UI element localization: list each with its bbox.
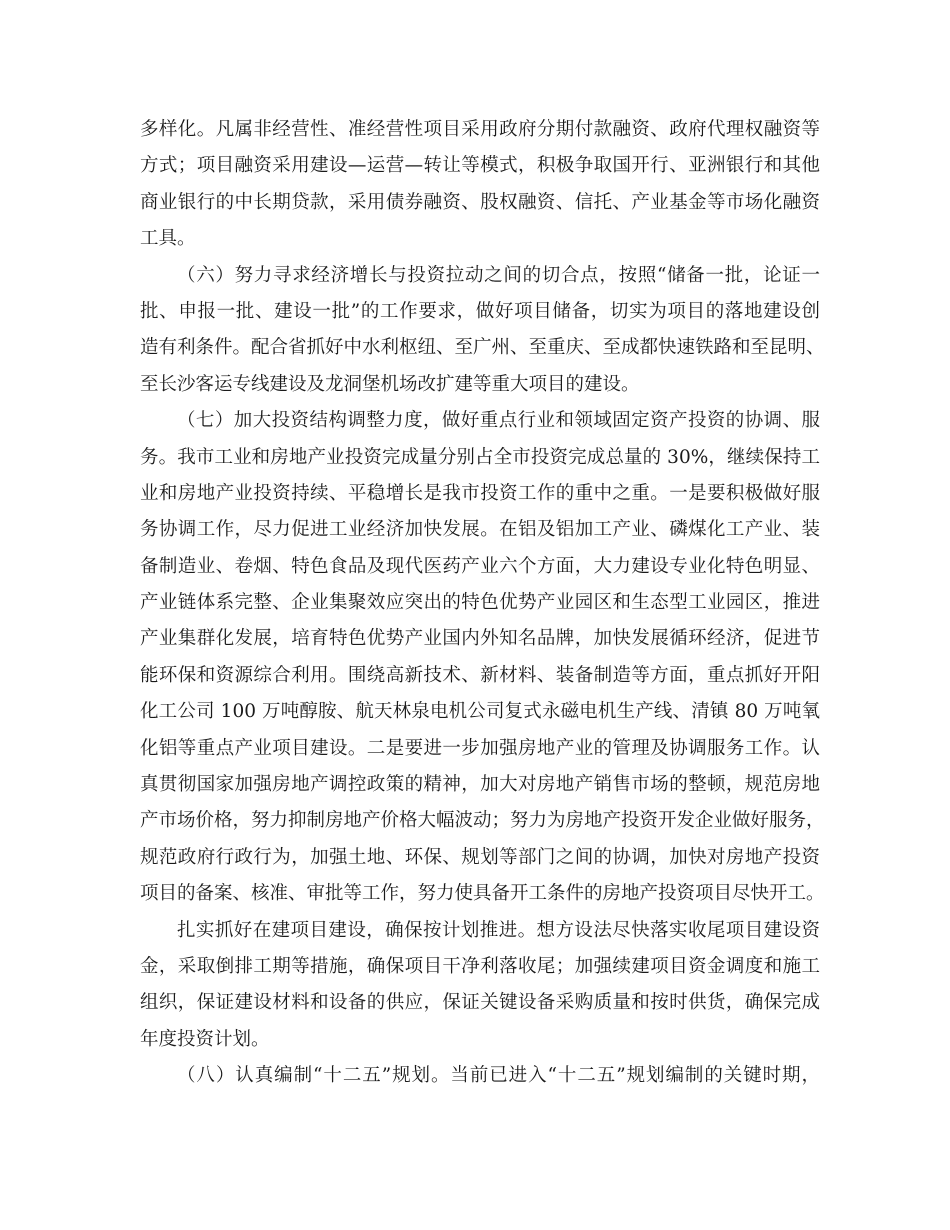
text-line: （八）认真编制“十二五”规划。当前已进入“十二五”规划编制的关键时期， xyxy=(177,1065,820,1087)
text-line: 化工公司 100 万吨醇胺、航天林泉电机公司复式永磁电机生产线、清镇 80 万吨氧 xyxy=(140,701,820,723)
paragraph-item-6 xyxy=(140,258,825,404)
text-line: （七）加大投资结构调整力度，做好重点行业和领域固定资产投资的协调、服 xyxy=(177,410,820,432)
text-line: 造有利条件。配合省抓好中水利枢纽、至广州、至重庆、至成都快速铁路和至昆明、 xyxy=(140,337,825,359)
text-line: 备制造业、卷烟、特色食品及现代医药产业六个方面，大力建设专业化特色明显、 xyxy=(140,555,820,577)
text-line: 批、申报一批、建设一批”的工作要求，做好项目储备，切实为项目的落地建设创 xyxy=(140,300,820,322)
text-line: 产业链体系完整、企业集聚效应突出的特色优势产业园区和生态型工业园区，推进 xyxy=(140,592,820,614)
text-line: 多样化。凡属非经营性、准经营性项目采用政府分期付款融资、政府代理权融资等 xyxy=(140,119,820,140)
text-line: 项目的备案、核准、审批等工作，努力使具备开工条件的房地产投资项目尽快开工。 xyxy=(140,883,825,905)
text-line: 工具。 xyxy=(140,228,196,250)
text-line: 金，采取倒排工期等措施，确保项目干净利落收尾；加强续建项目资金调度和施工 xyxy=(140,955,820,977)
text-line: （六）努力寻求经济增长与投资拉动之间的切合点，按照“储备一批，论证一 xyxy=(177,264,820,286)
text-line: 业和房地产业投资持续、平稳增长是我市投资工作的重中之重。一是要积极做好服 xyxy=(140,482,820,504)
paragraph-financing-methods xyxy=(140,112,820,258)
text-line: 产业集群化发展，培育特色优势产业国内外知名品牌，加快发展循环经济，促进节 xyxy=(140,628,820,650)
text-line: 组织，保证建设材料和设备的供应，保证关键设备采购质量和按时供货，确保完成 xyxy=(140,992,820,1014)
text-line: 真贯彻国家加强房地产调控政策的精神，加大对房地产销售市场的整顿，规范房地 xyxy=(140,774,820,796)
paragraph-construction-projects xyxy=(140,913,820,1059)
text-line: 规范政府行政行为，加强土地、环保、规划等部门之间的协调，加快对房地产投资 xyxy=(140,846,820,868)
text-line: 扎实抓好在建项目建设，确保按计划推进。想方设法尽快落实收尾项目建设资 xyxy=(177,919,820,941)
text-line: 务。我市工业和房地产业投资完成量分别占全市投资完成总量的 30%，继续保持工 xyxy=(140,446,820,468)
text-line: 化铝等重点产业项目建设。二是要进一步加强房地产业的管理及协调服务工作。认 xyxy=(140,737,820,759)
paragraph-item-7 xyxy=(140,403,825,912)
text-line: 年度投资计划。 xyxy=(140,1028,270,1050)
text-line: 至长沙客运专线建设及龙洞堡机场改扩建等重大项目的建设。 xyxy=(140,373,640,395)
text-line: 产市场价格，努力抑制房地产价格大幅波动；努力为房地产投资开发企业做好服务， xyxy=(140,810,825,832)
text-line: 方式；项目融资采用建设—运营—转让等模式，积极争取国开行、亚洲银行和其他 xyxy=(140,155,820,177)
paragraph-item-8 xyxy=(140,1058,820,1094)
text-line: 商业银行的中长期贷款，采用债券融资、股权融资、信托、产业基金等市场化融资 xyxy=(140,191,820,213)
text-line: 务协调工作，尽力促进工业经济加快发展。在铝及铝加工产业、磷煤化工产业、装 xyxy=(140,519,820,541)
text-line: 能环保和资源综合利用。围绕高新技术、新材料、装备制造等方面，重点抓好开阳 xyxy=(140,664,820,686)
document-body xyxy=(140,112,825,1095)
